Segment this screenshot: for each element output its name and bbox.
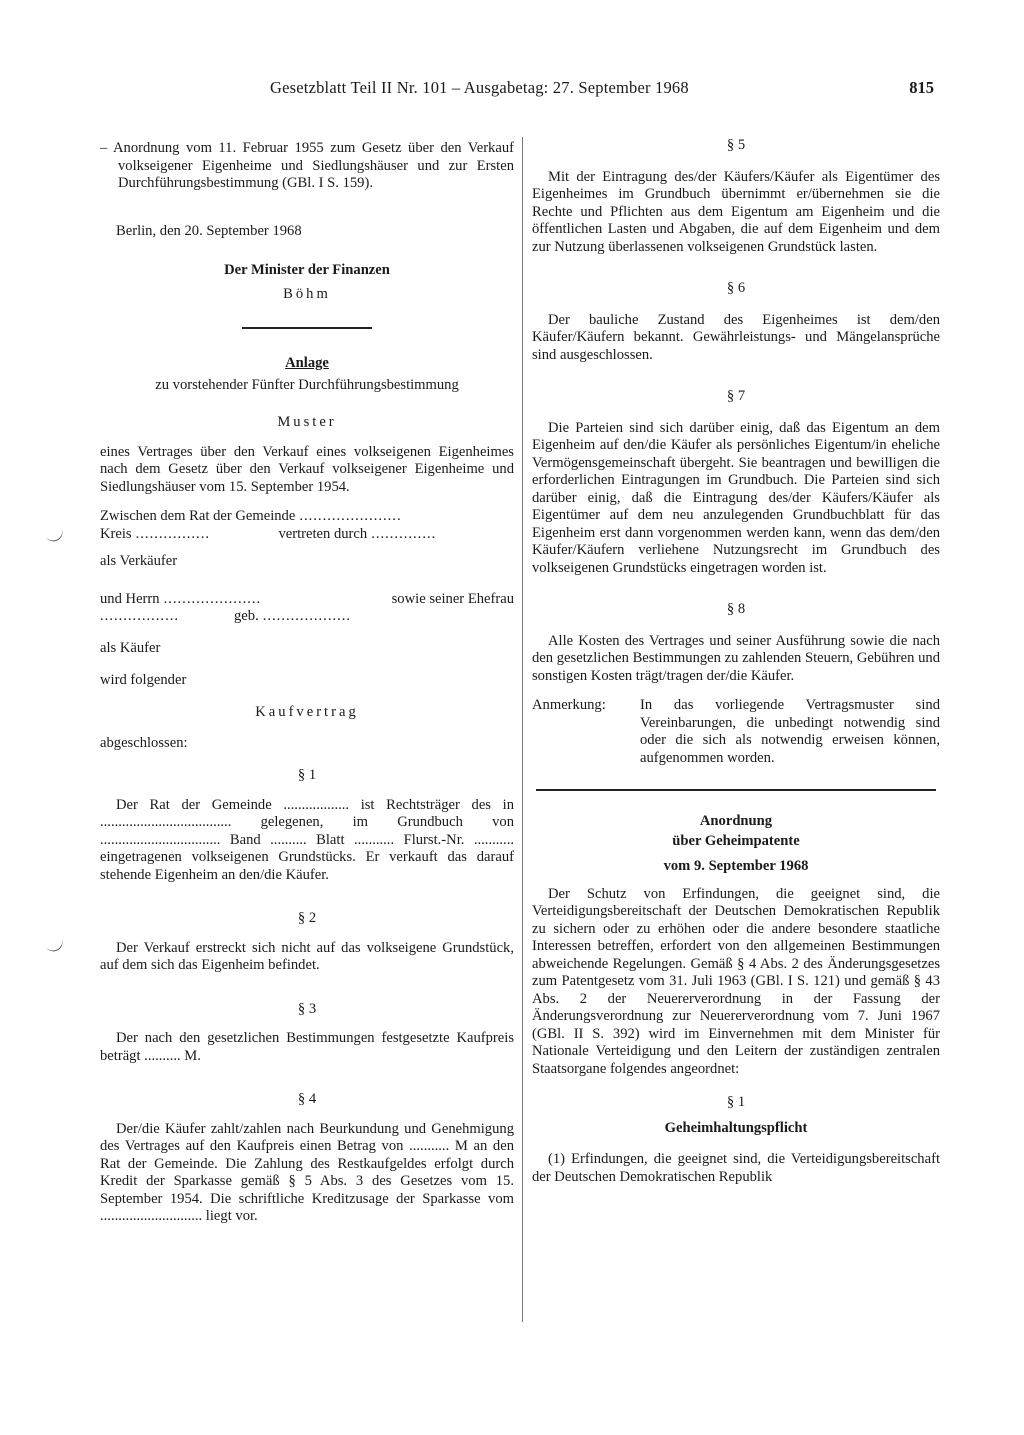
margin-mark bbox=[45, 527, 66, 545]
section-heading: § 2 bbox=[297, 910, 317, 927]
margin-mark bbox=[45, 937, 66, 955]
party-seller: als Verkäufer bbox=[100, 553, 178, 569]
section-heading: § 1 bbox=[297, 767, 317, 784]
section-text: Der nach den gesetzlichen Bestimmungen festgesetzte Kaufpreis beträgt .......... M. bbox=[100, 1030, 514, 1064]
section-text: (1) Erfindungen, die geeignet sind, die Verteidigungsbereitschaft der Deutschen Demokratischen Republik bbox=[532, 1151, 940, 1185]
party-buyer: als Käufer bbox=[100, 639, 161, 656]
section-text: Alle Kosten des Vertrages und seiner Ausführung sowie die nach den gesetzlichen Bestimmungen zu zahlenden Steuern, Gebühren und sonstigen Kosten trägt/tragen der/die Käufer. bbox=[532, 632, 940, 684]
section-heading: § 6 bbox=[726, 280, 746, 296]
muster-title: Muster bbox=[277, 414, 337, 430]
right-column bbox=[532, 137, 940, 1186]
section-text: Der Rat der Gemeinde .................. ist Rechtsträger des in .................................... gelegenen, im Grundbuch von ................................. Band .......... Blatt ........... Flurst.-Nr. ........... eingetragenen volkseigenen Grundstücks. Er verkauft das darauf stehende Eigenheim an den/die Käufer. bbox=[100, 796, 514, 883]
muster-text: eines Vertrages über den Verkauf eines volkseigenen Eigenheimes nach dem Gesetz über den Verkauf volkseigener Eigenheime und Siedlungshäuser vom 15. September 1954. bbox=[100, 443, 514, 495]
form-line bbox=[100, 526, 514, 544]
form-label: und Herrn bbox=[100, 590, 160, 607]
ordinance-title: Anordnung bbox=[699, 813, 773, 829]
form-dots: ..................... bbox=[163, 590, 262, 607]
ordinance-subtitle: über Geheimpatente bbox=[672, 832, 800, 849]
abgeschlossen: abgeschlossen: bbox=[100, 735, 188, 752]
annotation bbox=[532, 697, 940, 767]
wird-folgender: wird folgender bbox=[100, 671, 187, 688]
form-dots: ................... bbox=[262, 608, 352, 624]
left-column bbox=[100, 140, 514, 1226]
form-label: vertreten durch bbox=[278, 525, 368, 542]
form-dots: ................ bbox=[135, 525, 210, 542]
section-heading: § 1 bbox=[726, 1094, 746, 1110]
section-text: Mit der Eintragung des/der Käufers/Käufer als Eigentümer des Eigenheimes im Grundbuch übernimmt er/übernehmen sie die Rechte und Pflichten aus dem Eigentum am Eigenheim und die öffentlichen Lasten und Abgaben, die auf dem Eigenheim und dem zur Nutzung überlassenen volkseigenen Grundstück lasten. bbox=[532, 168, 940, 255]
place-date: Berlin, den 20. September 1968 bbox=[116, 222, 302, 239]
page-number: 815 bbox=[909, 78, 934, 97]
section-text: Der Verkauf erstreckt sich nicht auf das volkseigene Grundstück, auf dem sich das Eigenheim befindet. bbox=[100, 939, 514, 974]
form-label: geb. bbox=[234, 608, 259, 624]
form-dots: .............. bbox=[371, 525, 437, 542]
form-dots: ...................... bbox=[299, 508, 402, 524]
anlage-subtitle: zu vorstehender Fünfter Durchführungsbestimmung bbox=[155, 376, 459, 393]
section-heading: § 8 bbox=[726, 601, 746, 617]
form-line bbox=[100, 591, 514, 609]
form-label: Zwischen dem Rat der Gemeinde bbox=[100, 508, 296, 524]
ordinance-intro: Der Schutz von Erfindungen, die geeignet sind, die Verteidigungsbereitschaft der Deutschen Demokratischen Republik zu sichern oder zu erhöhen oder die andere besondere staatliche Interessen betreffen, erfordert von den allgemeinen Bestimmungen abweichende Regelungen. Gemäß § 4 Abs. 2 des Änderungsgesetzes zum Patentgesetz vom 31. Juli 1963 (GBl. I S. 121) und gemäß § 43 Abs. 2 der Neuererverordnung in der Fassung der Änderungsverordnung zur Neuererverordnung vom 7. Juni 1967 (GBl. II S. 392) wird im Einvernehmen mit dem Minister für Nationale Verteidigung und den Leitern der zuständigen zentralen Staatsorgane folgendes angeordnet: bbox=[532, 885, 940, 1077]
section-heading: § 7 bbox=[726, 388, 746, 404]
annotation-text: In das vorliegende Vertragsmuster sind Vereinbarungen, die unbedingt notwendig sind oder die sich als notwendig erweisen können, aufgenommen worden. bbox=[640, 697, 940, 766]
section-text: Der/die Käufer zahlt/zahlen nach Beurkundung und Genehmigung des Vertrages auf den Kaufpreis einen Betrag von ........... M an den Rat der Gemeinde. Die Zahlung des Restkaufgeldes erfolgt durch Kredit der Sparkasse gemäß § 5 Abs. 3 des Gesetzes vom 15. September 1954. Die schriftliche Kreditzusage der Sparkasse vom ............................ liegt vor. bbox=[100, 1120, 514, 1225]
reference-item: – Anordnung vom 11. Februar 1955 zum Gesetz über den Verkauf volkseigener Eigenheime und Siedlungshäuser und zur Ersten Durchführungsbestimmung (GBl. I S. 159). bbox=[100, 140, 514, 191]
section-title: Geheimhaltungspflicht bbox=[664, 1119, 808, 1136]
section-heading: § 4 bbox=[297, 1091, 317, 1108]
minister-name: Böhm bbox=[283, 285, 331, 302]
header-title: Gesetzblatt Teil II Nr. 101 – Ausgabetag: 27. September 1968 bbox=[270, 78, 689, 97]
minister-title: Der Minister der Finanzen bbox=[224, 262, 390, 278]
form-line bbox=[100, 608, 514, 626]
form-dots: ................. bbox=[100, 608, 180, 624]
section-heading: § 5 bbox=[726, 137, 746, 153]
column-divider bbox=[522, 137, 523, 1322]
form-label: Kreis bbox=[100, 525, 132, 542]
anlage-title: Anlage bbox=[285, 355, 329, 371]
kaufvertrag-title: Kaufvertrag bbox=[255, 703, 359, 720]
section-rule bbox=[536, 789, 936, 791]
section-rule bbox=[242, 327, 372, 329]
section-heading: § 3 bbox=[297, 1000, 317, 1017]
annotation-label: Anmerkung: bbox=[532, 697, 606, 713]
form-label: sowie seiner Ehefrau bbox=[391, 590, 514, 607]
section-text: Die Parteien sind sich darüber einig, daß das Eigentum an dem Eigenheim auf den/die Käufer als persönliches Eigentum/in eheliche Vermögensgemeinschaft übergeht. Sie beantragen und bewilligen die erforderlichen Eintragungen im Grundbuch. Die Parteien sind sich darüber einig, daß die Eintragung des/der Käufers/Käufer als Eigentümer auf dem neu anzulegenden Grundbuchblatt für das Eigenheim erst dann vorgenommen werden kann, wenn das dem/den Käufer/Käufern verliehene Nutzungsrecht im Grundbuch des volkseigenen Grundstücks eingetragen worden ist. bbox=[532, 419, 940, 576]
page-header bbox=[270, 78, 934, 104]
form-line bbox=[100, 508, 514, 526]
section-text: Der bauliche Zustand des Eigenheimes ist dem/den Käufer/Käufern bekannt. Gewährleistungs- und Mängelansprüche sind ausgeschlossen. bbox=[532, 311, 940, 363]
ordinance-date: vom 9. September 1968 bbox=[663, 858, 809, 874]
